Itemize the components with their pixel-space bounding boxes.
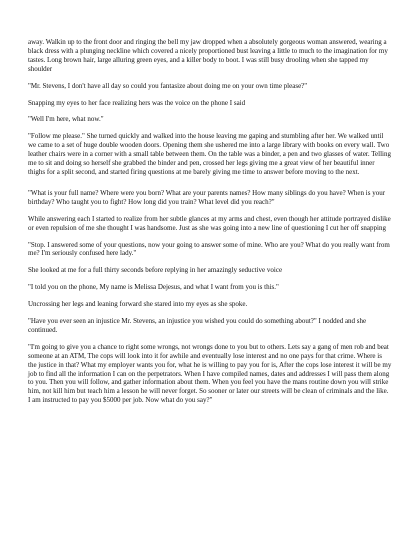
paragraph-8: "Stop. I answered some of your questions, now your going to answer some of mine. Who are you? What do you really want from me? I'm seriously confused here lady." (28, 240, 390, 258)
paragraph-4: "Well I'm here, what now." (28, 115, 104, 124)
paragraph-7: While answering each I started to realize from her subtle glances at my arms and chest, even though her attitude portrayed dislike or even repulsion of me she thought I was handsome. Just as she was going into a new line of questioning I cut her off snapping (28, 214, 391, 232)
paragraph-10: "I told you on the phone, My name is Melissa Dejesus, and what I want from you is this." (28, 283, 279, 292)
paragraph-11: Uncrossing her legs and leaning forward she stared into my eyes as she spoke. (28, 300, 248, 309)
paragraph-1: away. Walkin up to the front door and ringing the bell my jaw dropped when a absolutely gorgeous woman answered, wearing a black dress with a plunging neckline which covered a nicely proportioned bust leaving a little to much to the imagination for my tastes. Long brown hair, large alluring green eyes, and a killer body to boot. I was still busy drooling when she tapped my shoulder (28, 38, 388, 73)
paragraph-12: "Have you ever seen an injustice Mr. Stevens, an injustice you wished you could do something about?" I nodded and she continued. (28, 317, 367, 334)
paragraph-3: Snapping my eyes to her face realizing hers was the voice on the phone I said (28, 98, 246, 107)
paragraph-2: "Mr. Stevens, I don't have all day so could you fantasize about doing me on your own time please?" (28, 81, 308, 90)
paragraph-9: She looked at me for a full thirty seconds before replying in her amazingly seductive voice (28, 266, 283, 275)
paragraph-6: "What is your full name? Where were you born? What are your parents names? How many siblings do you have? When is your birthday? Who taught you to fight? How long did you train? What level did you reach?" (28, 188, 386, 206)
paragraph-13: "I'm going to give you a chance to right some wrongs, not wrongs done to you but to others. Lets say a gang of men rob and beat someone at an ATM, The cops will look into it for awhile and eventually lose interest and no one pays for that crime. Where is the justice in that? What my employer wants you for, what he is willing to pay you for is, After the cops lose interest it will be my job to find all the information I can on the perpetrators. When I have compiled names, dates and addresses I will pass them along to you. Then you will follow, and gather information about them. When you feel you have the mans routine down you will strike him, not kill him but teach him a lesson he will never forget. So sooner or later our streets will be clean of criminals and the like. I am instructed to pay you $5000 per job. Now what do you say?" (28, 342, 392, 405)
paragraph-5: "Follow me please." She turned quickly and walked into the house leaving me gaping and stumbling after her. We walked until we came to a set of huge double wooden doors. Opening them she ushered me into a large library with books on every wall. Two leather chairs were in a corner with a small table between them. On the table was a binder, a pen and two glasses of water. Telling me to sit and doing so herself she grabbed the binder and pen, crossed her legs giving me a great view of her beautiful inner thighs for a split second, and started firing questions at me barely giving me time to answer before moving to the next. (28, 132, 391, 176)
